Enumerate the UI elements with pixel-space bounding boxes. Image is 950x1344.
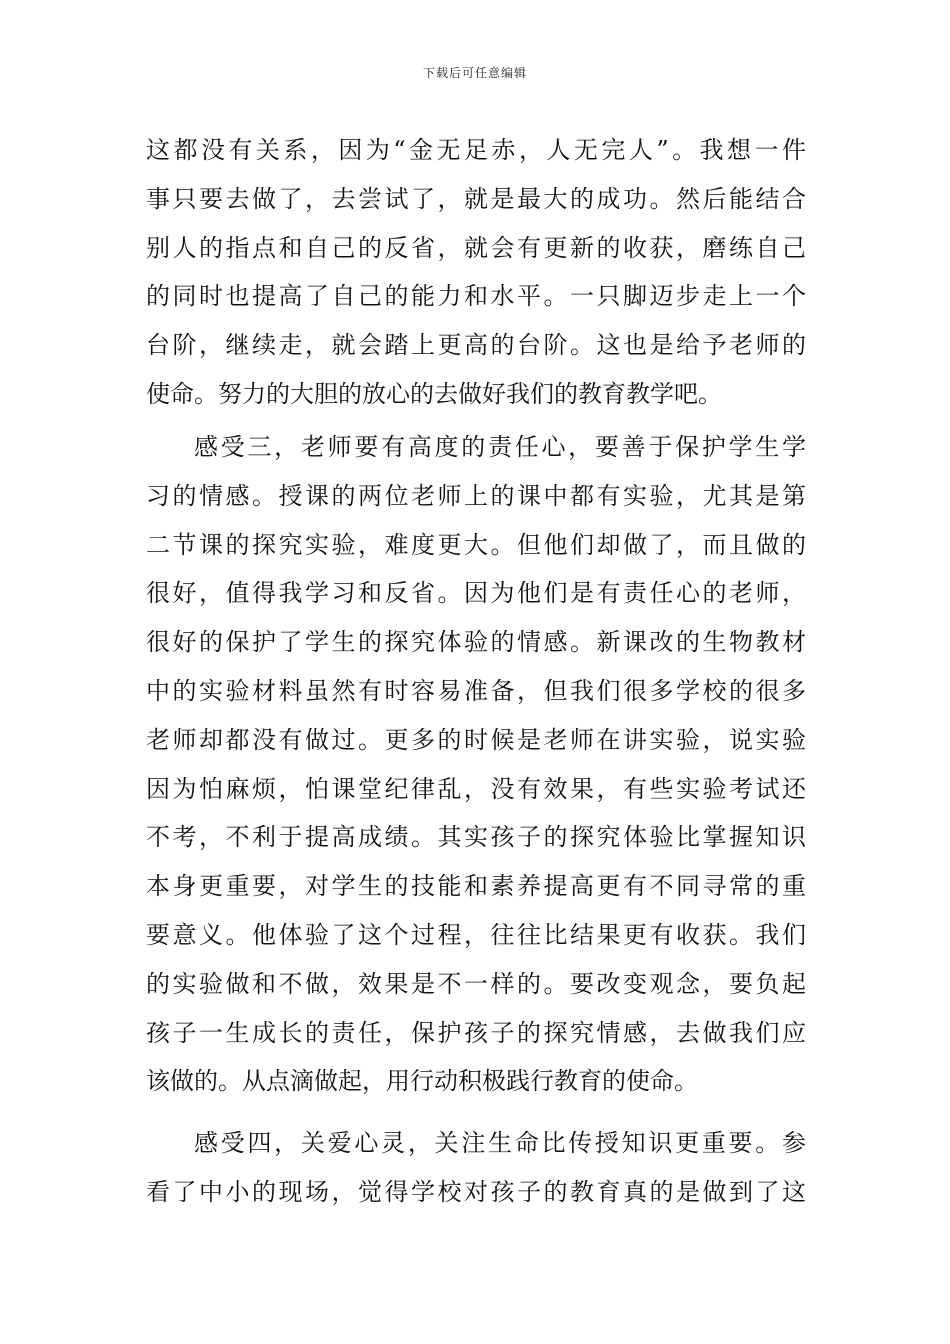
text-line: 很好，值得我学习和反省。因为他们是有责任心的老师， [146,579,806,608]
text-line: 的同时也提高了自己的能力和水平。一只脚迈步走上一个 [146,282,806,311]
text-line: 很好的保护了学生的探究体验的情感。新课改的生物教材 [146,628,806,657]
text-line: 看了中小的现场，觉得学校对孩子的教育真的是做到了这 [146,1177,806,1206]
page-header: 下载后可任意编辑 [422,66,527,80]
text-line: 感受三，老师要有高度的责任心，要善于保护学生学 [194,433,806,461]
text-line: 中的实验材料虽然有时容易准备，但我们很多学校的很多 [146,676,806,705]
text-line: 的实验做和不做，效果是不一样的。要改变观念，要负起 [146,969,806,998]
text-line: 使命。努力的大胆的放心的去做好我们的教育教学吧。 [146,379,722,408]
text-line: 要意义。他体验了这个过程，往往比结果更有收获。我们 [146,920,806,949]
text-line: 事只要去做了，去尝试了，就是最大的成功。然后能结合 [146,184,806,213]
text-line: 不考，不利于提高成绩。其实孩子的探究体验比掌握知识 [146,823,806,852]
text-line: 台阶，继续走，就会踏上更高的台阶。这也是给予老师的 [146,331,806,360]
text-line: 感受四，关爱心灵，关注生命比传授知识更重要。参 [194,1129,806,1157]
paragraph-1 [146,126,806,419]
text-line: 孩子一生成长的责任，保护孩子的探究情感，去做我们应 [146,1018,806,1047]
paragraph-2 [146,423,806,1106]
text-line: 别人的指点和自己的反省，就会有更新的收获，磨练自己 [146,233,806,262]
text-line: 二节课的探究实验，难度更大。但他们却做了，而且做的 [146,530,806,559]
text-line: 老师却都没有做过。更多的时候是老师在讲实验，说实验 [146,725,806,754]
paragraph-3 [146,1119,806,1217]
text-line: 该做的。从点滴做起，用行动积极践行教育的使命。 [146,1067,698,1096]
text-line: 因为怕麻烦，怕课堂纪律乱，没有效果，有些实验考试还 [146,774,806,803]
text-line: 本身更重要，对学生的技能和素养提高更有不同寻常的重 [146,872,806,901]
text-line: 习的情感。授课的两位老师上的课中都有实验，尤其是第 [146,481,806,510]
text-line: 这都没有关系，因为“金无足赤，人无完人”。我想一件 [146,136,806,164]
